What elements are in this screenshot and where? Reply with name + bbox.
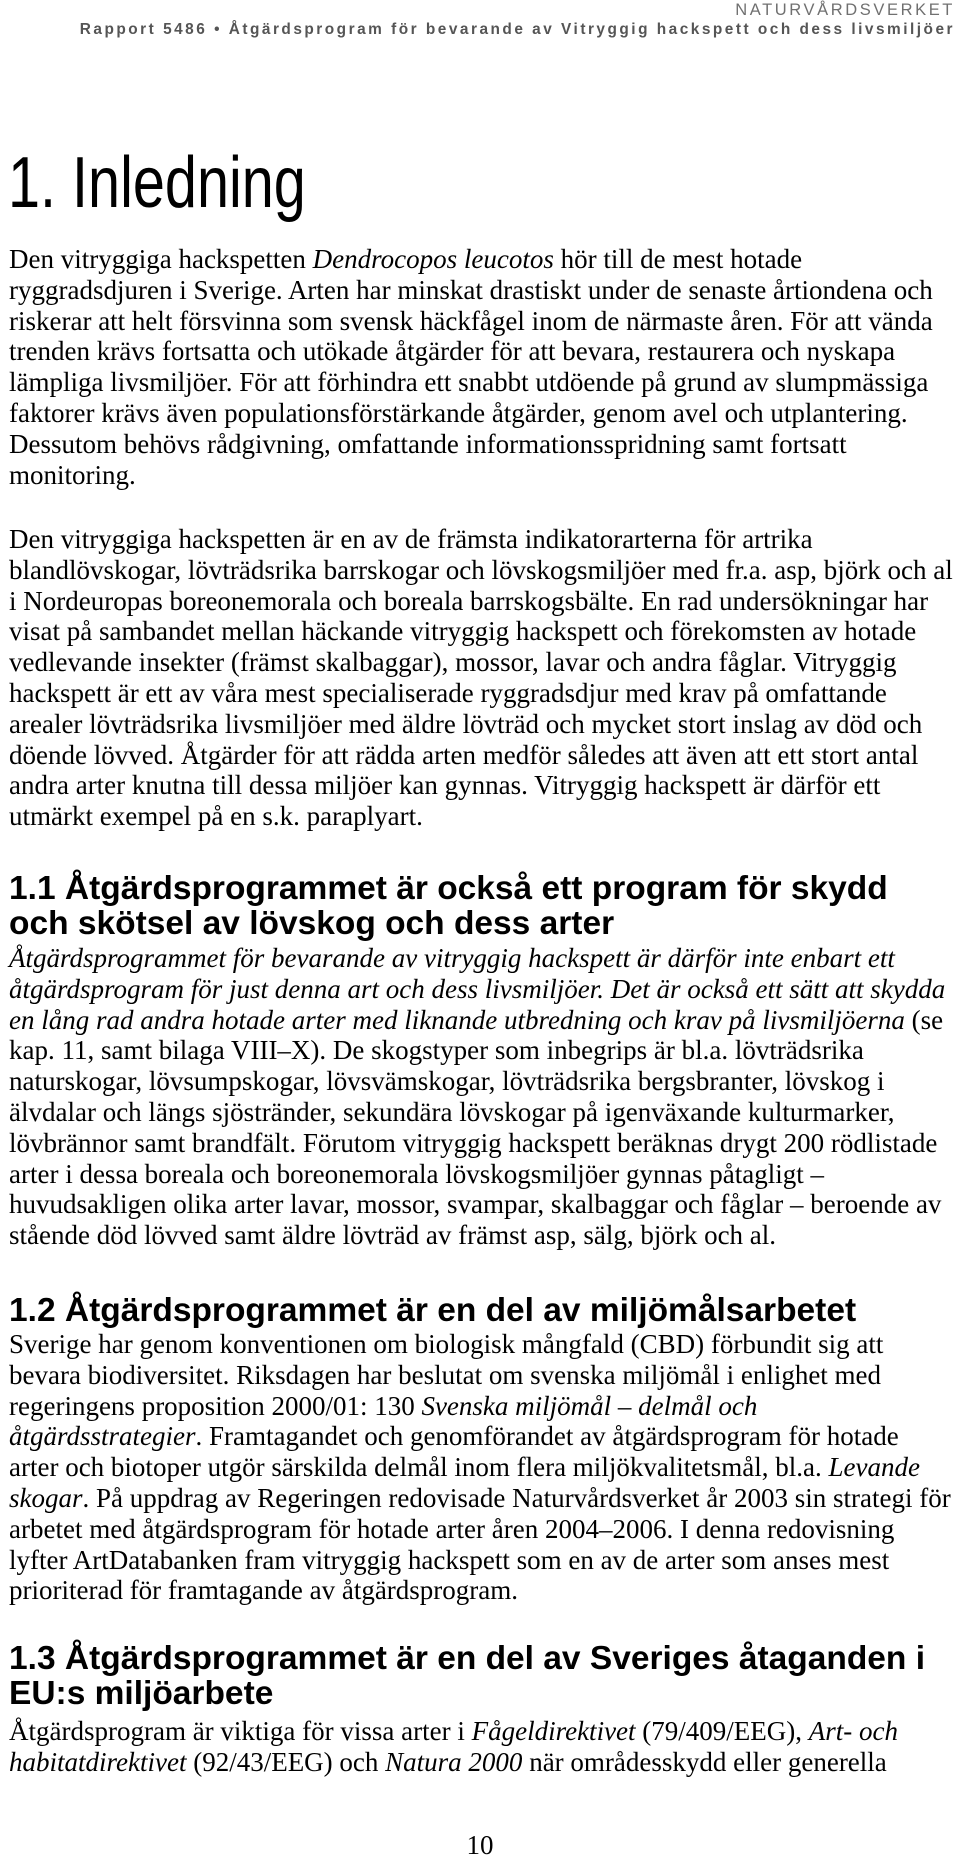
italic-text-run: en lång rad andra hotade arter med liknande utbredning och krav på livsmiljöerna [9, 1004, 905, 1035]
paragraph-line: Den vitryggiga hackspetten är en av de främsta indikatorarterna för artrika [9, 524, 813, 554]
section-heading-line: 1.3 Åtgärdsprogrammet är en del av Sveriges åtaganden i [9, 1640, 925, 1677]
section-heading-line: 1.2 Åtgärdsprogrammet är en del av miljömålsarbetet [9, 1292, 857, 1329]
paragraph-line: faktorer krävs även populationsförstärkande åtgärder, genom avel och utplantering. [9, 397, 908, 428]
paragraph-line [9, 1005, 945, 1036]
paragraph-line: Sverige har genom konventionen om biologisk mångfald (CBD) förbundit sig att [9, 1329, 884, 1359]
paragraph-line: ryggradsdjuren i Sverige. Arten har minskat drastiskt under de senaste årtiondena och [9, 274, 933, 305]
report-title-line: Rapport 5486 • Åtgärdsprogram för bevarande av Vitryggig hackspett och dess livsmiljöer [79, 21, 955, 38]
paragraph-line: hackspett är ett av våra mest specialiserade ryggradsdjur med krav på omfattande [9, 677, 887, 708]
paragraph-line [9, 1747, 898, 1778]
section-heading-line: 1.1 Åtgärdsprogrammet är också ett program för skydd [9, 870, 888, 907]
paragraph-line: bevara biodiversitet. Riksdagen har beslutat om svenska miljömål i enlighet med [9, 1359, 882, 1390]
italic-text-run: åtgärdsprogram för just denna art och dess livsmiljöer. Det är också ett sätt att skydda [9, 973, 946, 1004]
italic-text-run: Natura 2000 [385, 1746, 523, 1777]
section-1-2-paragraph [9, 1329, 951, 1606]
paragraph-line: huvudsakligen olika arter lavar, mossor, svampar, skalbaggar och fåglar – beroende av [9, 1189, 942, 1220]
paragraph-line: visat på sambandet mellan häckande vitryggig hackspett och förekomsten av hotade [9, 616, 917, 647]
paragraph-line: lövbrännor samt brandfält. Förutom vitryggig hackspett beräknas drygt 200 rödlistade [9, 1127, 938, 1158]
paragraph-line: lyfter ArtDatabanken fram vitryggig hackspett som en av de arter som anses mest [9, 1544, 890, 1575]
italic-text-run: Åtgärdsprogrammet för bevarande av vitryggig hackspett är därför inte enbart ett [9, 943, 895, 973]
paragraph-line [9, 1483, 951, 1514]
section-heading-line: EU:s miljöarbete [9, 1675, 274, 1712]
paragraph-line: Dessutom behövs rådgivning, omfattande informationsspridning samt fortsatt [9, 428, 847, 459]
text-run: Den vitryggiga hackspetten [9, 244, 313, 274]
italic-text-run: Levande [828, 1452, 920, 1483]
chapter-title: 1. Inledning [8, 143, 306, 223]
section-heading-1-2 [9, 1293, 856, 1328]
paragraph-line: blandlövskogar, lövträdsrika barrskogar och lövskogsmiljöer med fr.a. asp, björk och al [9, 554, 953, 585]
paragraph-line [9, 1716, 898, 1747]
paragraph-line: trenden krävs fortsatta och utökade åtgärder för att bevara, restaurera och nyskapa [9, 336, 896, 367]
italic-text-run: Dendrocopos leucotos [312, 244, 554, 274]
page-number: 10 [466, 1830, 494, 1860]
paragraph-line [9, 1452, 951, 1483]
text-run: . På uppdrag av Regeringen redovisade Naturvårdsverket år 2003 sin strategi för [82, 1482, 951, 1513]
paragraph-line: lämpliga livsmiljöer. För att förhindra ett snabbt utdöende på grund av slumpmässiga [9, 367, 929, 398]
paragraph-line [9, 974, 945, 1005]
paragraph-line: vedlevande insekter (främst skalbaggar), mossor, lavar och andra fåglar. Vitryggig [9, 647, 897, 678]
intro-paragraph-2 [9, 524, 953, 832]
italic-text-run: skogar [9, 1482, 83, 1513]
italic-text-run: åtgärdsstrategier [9, 1421, 196, 1452]
italic-text-run: Svenska miljömål – delmål och [421, 1390, 758, 1421]
text-run: arter och biotoper utgör särskilda delmål inom flera miljökvalitetsmål, bl.a. [9, 1452, 829, 1483]
section-heading-1-3 [9, 1641, 925, 1711]
text-run: (79/409/EEG), [635, 1716, 809, 1746]
paragraph-line: riskerar att helt försvinna som svensk häckfågel inom de närmaste åren. För att vända [9, 305, 933, 336]
paragraph-line: arealer lövträdsrika livsmiljöer med äldre lövträd och mycket stort inslag av död och [9, 708, 923, 739]
paragraph-line: monitoring. [9, 459, 136, 490]
text-run: (92/43/EEG) och [186, 1746, 386, 1777]
text-run: när områdesskydd eller generella [522, 1746, 887, 1777]
paragraph-line [9, 1391, 951, 1422]
section-1-1-paragraph [9, 943, 945, 1251]
paragraph-line [9, 943, 945, 974]
section-1-3-paragraph [9, 1716, 898, 1778]
paragraph-line: kap. 11, samt bilaga VIII–X). De skogstyper som inbegrips är bl.a. lövträdsrika [9, 1035, 864, 1066]
text-run: (se [904, 1004, 944, 1035]
paragraph-line: älvdalar och längs sjöstränder, sekundära lövskogar på igenväxande kulturmarker, [9, 1096, 895, 1127]
paragraph-line: arter i dessa boreala och boreonemorala lövskogsmiljöer gynnas påtagligt – [9, 1158, 824, 1189]
paragraph-line [9, 244, 933, 275]
paragraph-line: utmärkt exempel på en s.k. paraplyart. [9, 801, 423, 832]
paragraph-line: arbetet med åtgärdsprogram för hotade arter åren 2004–2006. I denna redovisning [9, 1513, 895, 1544]
paragraph-line: i Nordeuropas boreonemorala och boreala barrskogsbälte. En rad undersökningar har [9, 585, 929, 616]
italic-text-run: habitatdirektivet [9, 1746, 187, 1777]
organization-name: NATURVÅRDSVERKET [735, 1, 955, 19]
text-run: Åtgärdsprogram är viktiga för vissa arter i [9, 1716, 472, 1746]
paragraph-line: andra arter knutna till dessa miljöer kan gynnas. Vitryggig hackspett är därför ett [9, 770, 881, 801]
paragraph-line: stående död lövved samt äldre lövträd av främst asp, sälg, björk och al. [9, 1220, 777, 1251]
paragraph-line: prioriterad för framtagande av åtgärdsprogram. [9, 1575, 519, 1606]
section-heading-line: och skötsel av lövskog och dess arter [9, 905, 615, 942]
italic-text-run: Art- och [808, 1716, 899, 1746]
paragraph-line [9, 1421, 951, 1452]
section-heading-1-1 [9, 871, 888, 941]
paragraph-line: naturskogar, lövsumpskogar, lövsvämskogar, lövträdsrika bergsbranter, lövskog i [9, 1066, 885, 1097]
text-run: hör till de mest hotade [553, 244, 803, 274]
italic-text-run: Fågeldirektivet [471, 1716, 636, 1746]
intro-paragraph-1 [9, 244, 933, 490]
paragraph-line: döende lövved. Åtgärder för att rädda arten medför således att även att ett stort antal [9, 739, 919, 770]
text-run: . Framtagandet och genomförandet av åtgärdsprogram för hotade [195, 1421, 899, 1452]
text-run: regeringens proposition 2000/01: 130 [9, 1390, 422, 1421]
